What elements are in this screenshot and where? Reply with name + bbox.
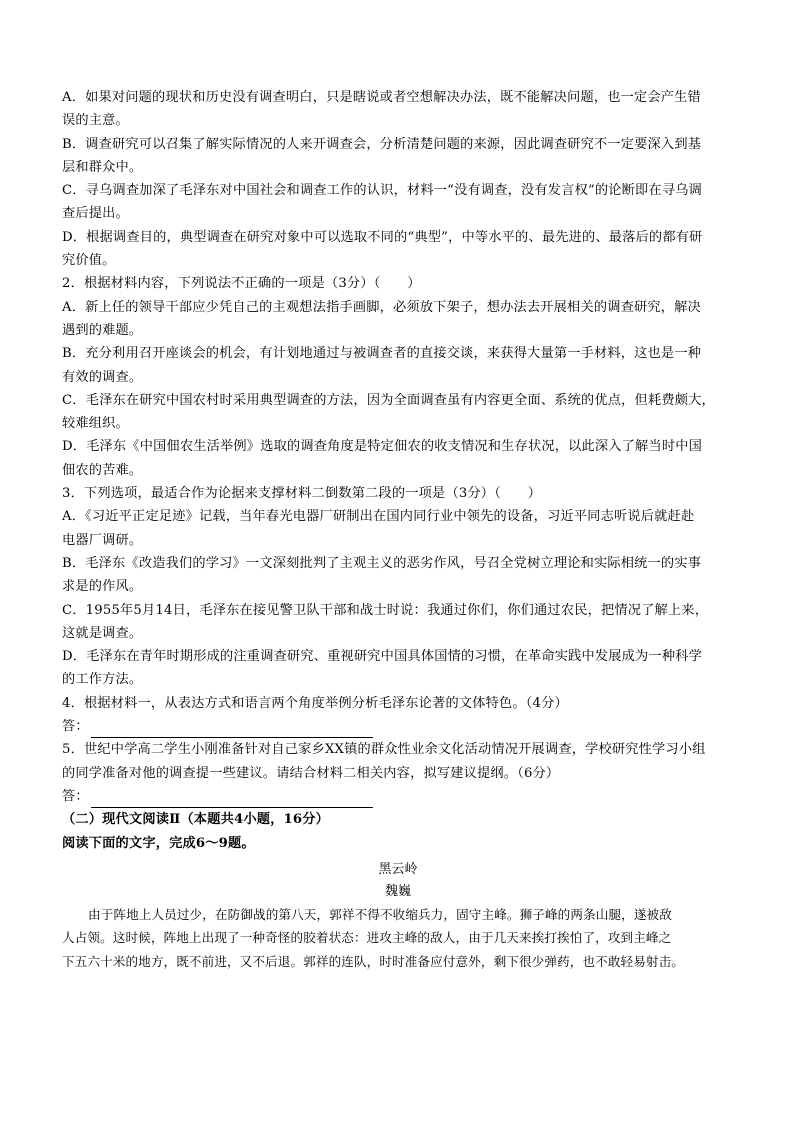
q1-option-a <box>62 86 734 133</box>
q3-option-c <box>62 599 734 646</box>
q2-option-b <box>62 342 734 389</box>
q3-option-b <box>62 552 734 599</box>
text-line: B．毛泽东《改造我们的学习》一文深刻批判了主观主义的恶劣作风，号召全党树立理论和实际相统一的实事 <box>62 555 702 571</box>
answer-blank[interactable] <box>91 791 373 808</box>
q2-option-a <box>62 296 734 343</box>
text-line: C．1955年5月14日，毛泽东在接见警卫队干部和战士时说：我通过你们，你们通过农民，把情况了解上来， <box>62 602 709 618</box>
text-line: 电器厂调研。 <box>62 532 143 548</box>
section-2 <box>62 808 734 973</box>
answer-row <box>62 715 734 738</box>
text-line: D．根据调查目的，典型调查在研究对象中可以选取不同的“典型”，中等水平的、最先进的、最落后的都有研 <box>62 229 703 245</box>
story-line: 人占领。这时候，阵地上出现了一种奇怪的胶着状态：进攻主峰的敌人，由于几天来挨打挨怕了，攻到主峰之 <box>62 930 672 946</box>
answer-label: 答： <box>62 788 89 804</box>
text-line: 较难组织。 <box>62 416 129 432</box>
text-line: 佃农的苦难。 <box>62 462 143 478</box>
question-1-options <box>62 86 734 272</box>
question-3 <box>62 482 734 692</box>
exam-page <box>62 86 734 973</box>
story-author: 魏巍 <box>384 883 411 899</box>
text-line: B．调查研究可以召集了解实际情况的人来开调查会，分析清楚问题的来源，因此调查研究不一定要深入到基 <box>62 136 702 152</box>
section-instruction: 阅读下面的文字，完成6～9题。 <box>62 835 255 851</box>
q2-option-c <box>62 389 734 436</box>
question-stem: 3．下列选项，最适合作为论据来支撑材料二倒数第二段的一项是（3分）（ ） <box>62 486 542 502</box>
q1-option-d <box>62 226 734 273</box>
answer-row <box>62 785 734 808</box>
q1-option-b <box>62 133 734 180</box>
text-line: B．充分利用召开座谈会的机会，有计划地通过与被调查者的直接交谈，来获得大量第一手材料，这也是一种 <box>62 346 702 362</box>
text-line: 求是的作风。 <box>62 579 143 595</box>
text-line: 有效的调查。 <box>62 369 143 385</box>
text-line: 遇到的难题。 <box>62 322 143 338</box>
text-line: A．《习近平正定足迹》记载，当年春光电器厂研制出在国内同行业中领先的设备，习近平同志听说后就赶赴 <box>62 509 695 525</box>
text-line: C．寻乌调查加深了毛泽东对中国社会和调查工作的认识，材料一“没有调查，没有发言权”的论断即在寻乌调 <box>62 183 702 199</box>
text-line: D．毛泽东在青年时期形成的注重调查研究、重视研究中国具体国情的习惯，在革命实践中发展成为一种科学 <box>62 649 702 665</box>
answer-label: 答： <box>62 719 89 735</box>
text-line: A．新上任的领导干部应少凭自己的主观想法指手画脚，必须放下架子，想办法去开展相关的调查研究，解决 <box>62 299 701 315</box>
question-2 <box>62 272 734 482</box>
question-stem: 4．根据材料一，从表达方式和语言两个角度举例分析毛泽东论著的文体特色。（4分） <box>62 695 568 711</box>
text-line: 层和群众中。 <box>62 159 143 175</box>
text-line: 查后提出。 <box>62 206 129 222</box>
text-line: 这就是调查。 <box>62 625 143 641</box>
q2-option-d <box>62 435 734 482</box>
text-line: D．毛泽东《中国佃农生活举例》选取的调查角度是特定佃农的收支情况和生存状况，以此深入了解当时中国 <box>62 439 702 455</box>
text-line: 究价值。 <box>62 253 116 269</box>
q3-option-d <box>62 645 734 692</box>
text-line: 的工作方法。 <box>62 672 143 688</box>
question-stem: 的同学准备对他的调查提一些建议。请结合材料二相关内容，拟写建议提纲。（6分） <box>62 765 560 781</box>
q1-option-c <box>62 179 734 226</box>
question-stem: 5．世纪中学高二学生小刚准备针对自己家乡XX镇的群众性业余文化活动情况开展调查，学校研究性学习小组 <box>62 742 706 758</box>
text-line: C．毛泽东在研究中国农村时采用典型调查的方法，因为全面调查虽有内容更全面、系统的优点，但耗费颇大， <box>62 392 715 408</box>
section-heading: （二）现代文阅读Ⅱ（本题共4小题，16分） <box>62 812 330 828</box>
question-stem: 2．根据材料内容，下列说法不正确的一项是（3分）（ ） <box>62 276 421 292</box>
q3-option-a <box>62 505 734 552</box>
question-4 <box>62 692 734 739</box>
answer-blank[interactable] <box>91 721 373 738</box>
story-title: 黑云岭 <box>378 861 418 877</box>
story-line: 由于阵地上人员过少，在防御战的第八天，郭祥不得不收缩兵力，固守主峰。狮子峰的两条山腿，遂被敌 <box>88 906 672 922</box>
story-line: 下五六十米的地方，既不前进，又不后退。郭祥的连队，时时准备应付意外，剩下很少弹药，也不敢轻易射击。 <box>62 953 684 969</box>
question-5 <box>62 738 734 808</box>
text-line: A．如果对问题的现状和历史没有调查明白，只是瞎说或者空想解决办法，既不能解决问题，也一定会产生错 <box>62 90 701 105</box>
text-line: 误的主意。 <box>62 113 129 129</box>
